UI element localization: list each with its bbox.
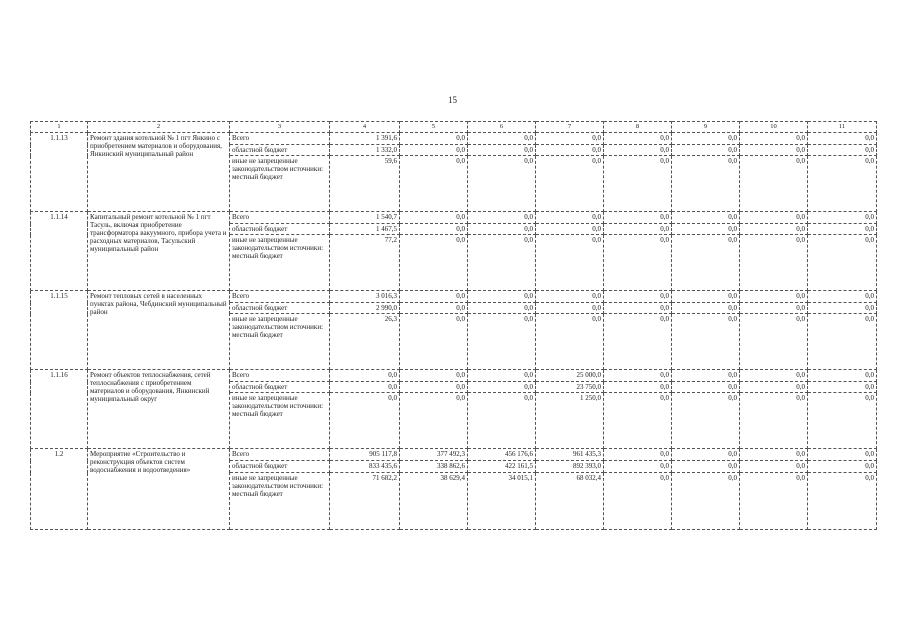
value-cell: 0,0 [400,303,468,314]
value-cell: 26,3 [330,314,400,370]
value-cell: 71 682,2 [330,473,400,530]
value-cell: 0,0 [604,212,672,224]
value-cell: 0,0 [468,235,536,291]
row-name: Ремонт здания котельной № 1 пгт Янкино с приобретением материалов и оборудования, Янкинский муниципальный район [88,133,230,212]
value-cell: 0,0 [672,314,740,370]
budget-table [30,121,877,530]
row-name: Ремонт объектов теплоснабжения, сетей теплоснабжения с приобретением материалов и оборудования, Янкинский муниципальный округ [88,370,230,449]
value-cell: 0,0 [536,156,604,212]
value-cell: 0,0 [468,314,536,370]
value-cell: 23 750,0 [536,382,604,393]
value-cell: 0,0 [672,133,740,145]
value-cell: 0,0 [604,224,672,235]
value-cell: 833 435,6 [330,461,400,473]
value-cell: 0,0 [672,461,740,473]
value-cell: 0,0 [672,303,740,314]
value-cell: 0,0 [672,212,740,224]
value-cell: 0,0 [808,291,877,303]
source-label-group [230,473,330,530]
source-label: местный бюджет [232,490,283,498]
source-label: иные не запрещенные законодательством источники: [232,157,324,173]
value-cell: 0,0 [468,145,536,156]
value-cell: 0,0 [740,314,808,370]
value-cell: 0,0 [468,370,536,382]
value-cell: 0,0 [604,393,672,449]
value-cell: 0,0 [468,212,536,224]
value-cell: 0,0 [604,291,672,303]
value-cell: 0,0 [604,133,672,145]
source-label: Всего [230,449,330,461]
value-cell: 0,0 [536,212,604,224]
value-cell: 38 629,4 [400,473,468,530]
table-row [31,291,877,303]
value-cell: 0,0 [740,133,808,145]
value-cell: 0,0 [808,461,877,473]
table-row [31,449,877,461]
value-cell: 0,0 [400,156,468,212]
value-cell: 0,0 [468,303,536,314]
value-cell: 0,0 [604,235,672,291]
value-cell: 0,0 [468,156,536,212]
value-cell: 0,0 [400,291,468,303]
value-cell: 0,0 [604,303,672,314]
value-cell: 0,0 [672,393,740,449]
value-cell: 0,0 [604,461,672,473]
source-label: местный бюджет [232,173,283,181]
value-cell: 0,0 [672,291,740,303]
value-cell: 0,0 [740,212,808,224]
value-cell: 0,0 [536,235,604,291]
column-number-row [31,122,877,133]
value-cell: 59,6 [330,156,400,212]
value-cell: 892 393,0 [536,461,604,473]
column-number: 11 [808,122,877,133]
column-number: 1 [31,122,88,133]
value-cell: 0,0 [808,133,877,145]
value-cell: 34 015,1 [468,473,536,530]
column-number: 9 [672,122,740,133]
value-cell: 0,0 [740,393,808,449]
value-cell: 2 990,0 [330,303,400,314]
value-cell: 0,0 [808,473,877,530]
value-cell: 1 332,0 [330,145,400,156]
value-cell: 0,0 [740,291,808,303]
value-cell: 0,0 [740,370,808,382]
row-name: Мероприятие «Строительство и реконструкция объектов систем водоснабжения и водоотведения» [88,449,230,530]
value-cell: 0,0 [400,224,468,235]
source-label: областной бюджет [230,224,330,235]
value-cell: 0,0 [740,461,808,473]
value-cell: 0,0 [808,224,877,235]
source-label: областной бюджет [230,145,330,156]
value-cell: 1 250,0 [536,393,604,449]
value-cell: 961 435,3 [536,449,604,461]
value-cell: 377 492,3 [400,449,468,461]
row-name: Капитальный ремонт котельной № 1 пгт Тасуль, включая приобретение трансформатора вакуумного, прибора учета и расходных материалов, Тасульский муниципальный район [88,212,230,291]
row-code: 1.1.13 [31,133,88,212]
table-row [31,212,877,224]
row-code: 1.1.15 [31,291,88,370]
value-cell: 0,0 [468,382,536,393]
source-label: местный бюджет [232,252,283,260]
value-cell: 0,0 [672,382,740,393]
value-cell: 0,0 [740,449,808,461]
value-cell: 0,0 [604,314,672,370]
value-cell: 0,0 [672,145,740,156]
column-number: 8 [604,122,672,133]
row-code: 1.1.14 [31,212,88,291]
value-cell: 0,0 [536,303,604,314]
value-cell: 0,0 [740,156,808,212]
value-cell: 0,0 [808,314,877,370]
value-cell: 0,0 [604,145,672,156]
value-cell: 0,0 [808,145,877,156]
source-label: Всего [230,291,330,303]
source-label: Всего [230,212,330,224]
value-cell: 0,0 [536,133,604,145]
source-label: Всего [230,370,330,382]
value-cell: 0,0 [808,382,877,393]
value-cell: 0,0 [672,449,740,461]
value-cell: 0,0 [740,145,808,156]
table-row [31,370,877,382]
value-cell: 1 467,5 [330,224,400,235]
value-cell: 0,0 [808,449,877,461]
column-number: 2 [88,122,230,133]
value-cell: 905 117,8 [330,449,400,461]
value-cell: 25 000,0 [536,370,604,382]
value-cell: 0,0 [740,303,808,314]
value-cell: 0,0 [808,393,877,449]
page-number: 15 [448,95,457,105]
column-number: 4 [330,122,400,133]
value-cell: 0,0 [536,224,604,235]
value-cell: 0,0 [468,224,536,235]
column-number: 5 [400,122,468,133]
source-label-group [230,156,330,212]
source-label: иные не запрещенные законодательством источники: [232,236,324,252]
value-cell: 0,0 [672,235,740,291]
value-cell: 0,0 [808,370,877,382]
value-cell: 0,0 [400,133,468,145]
column-number: 10 [740,122,808,133]
value-cell: 456 176,6 [468,449,536,461]
value-cell: 0,0 [672,473,740,530]
value-cell: 1 391,6 [330,133,400,145]
value-cell: 0,0 [604,473,672,530]
source-label-group [230,393,330,449]
value-cell: 0,0 [808,212,877,224]
source-label-group [230,235,330,291]
value-cell: 0,0 [468,133,536,145]
column-number: 3 [230,122,330,133]
value-cell: 0,0 [604,382,672,393]
source-label: местный бюджет [232,331,283,339]
value-cell: 0,0 [672,370,740,382]
value-cell: 0,0 [468,291,536,303]
value-cell: 0,0 [330,382,400,393]
source-label: Всего [230,133,330,145]
table-row [31,133,877,145]
source-label: областной бюджет [230,382,330,393]
value-cell: 0,0 [604,370,672,382]
value-cell: 1 540,7 [330,212,400,224]
value-cell: 0,0 [400,314,468,370]
value-cell: 0,0 [400,393,468,449]
value-cell: 0,0 [400,235,468,291]
value-cell: 0,0 [400,370,468,382]
value-cell: 0,0 [536,314,604,370]
column-number: 7 [536,122,604,133]
value-cell: 422 161,5 [468,461,536,473]
row-name: Ремонт тепловых сетей в населенных пунктах района, Чебдинский муниципальный район [88,291,230,370]
row-code: 1.1.16 [31,370,88,449]
value-cell: 338 862,6 [400,461,468,473]
source-label: местный бюджет [232,410,283,418]
value-cell: 0,0 [604,449,672,461]
column-number: 6 [468,122,536,133]
value-cell: 0,0 [330,370,400,382]
value-cell: 0,0 [604,156,672,212]
value-cell: 0,0 [468,393,536,449]
source-label: областной бюджет [230,461,330,473]
value-cell: 0,0 [740,473,808,530]
value-cell: 0,0 [808,303,877,314]
source-label: иные не запрещенные законодательством источники: [232,315,324,331]
source-label-group [230,314,330,370]
value-cell: 0,0 [400,212,468,224]
value-cell: 77,2 [330,235,400,291]
value-cell: 0,0 [740,382,808,393]
value-cell: 0,0 [400,382,468,393]
value-cell: 0,0 [740,235,808,291]
value-cell: 0,0 [808,156,877,212]
source-label: иные не запрещенные законодательством источники: [232,394,324,410]
value-cell: 0,0 [672,224,740,235]
value-cell: 0,0 [536,291,604,303]
source-label: иные не запрещенные законодательством источники: [232,474,324,490]
value-cell: 0,0 [400,145,468,156]
value-cell: 0,0 [330,393,400,449]
value-cell: 0,0 [672,156,740,212]
value-cell: 3 016,3 [330,291,400,303]
value-cell: 0,0 [740,224,808,235]
source-label: областной бюджет [230,303,330,314]
value-cell: 0,0 [808,235,877,291]
value-cell: 68 032,4 [536,473,604,530]
row-code: 1.2 [31,449,88,530]
value-cell: 0,0 [536,145,604,156]
